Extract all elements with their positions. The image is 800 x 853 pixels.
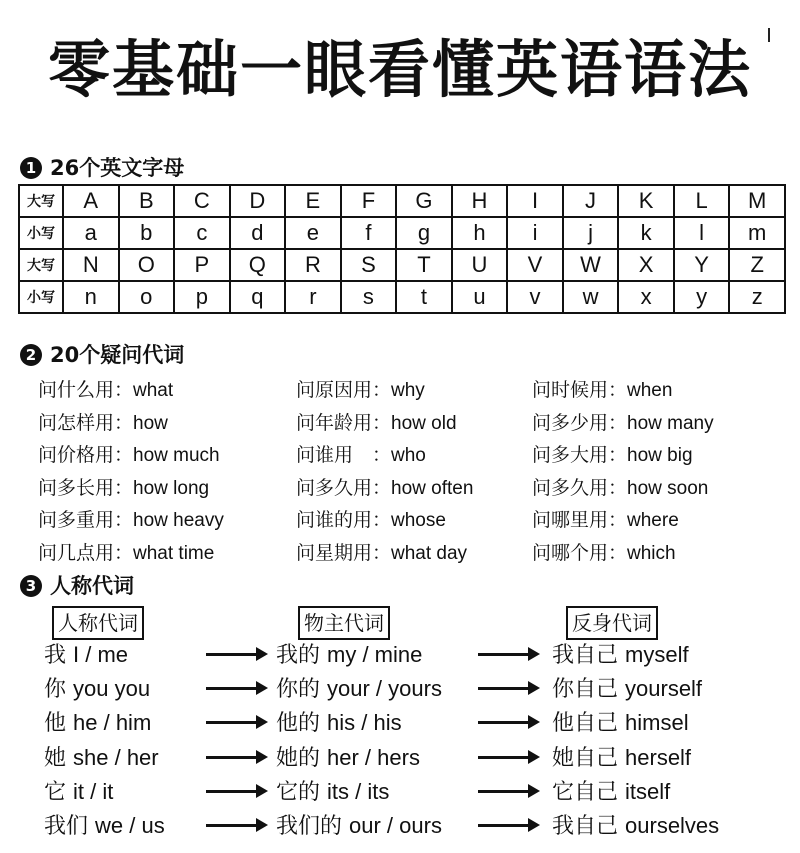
- question-word-item: [38, 539, 214, 567]
- possessive-pronoun-english: its / its: [327, 778, 390, 804]
- question-word-english: how much: [133, 445, 220, 466]
- question-word-chinese: 问多大用：: [532, 444, 628, 466]
- possessive-pronoun: [276, 638, 422, 673]
- reflexive-pronoun-chinese: 我自己: [552, 814, 619, 839]
- reflexive-pronoun: [552, 672, 702, 707]
- letter-cell: s: [341, 281, 397, 313]
- question-word-chinese: 问多少用：: [532, 411, 628, 434]
- header-reflexive-pronoun: 反身代词: [566, 606, 658, 640]
- letter-cell: p: [174, 281, 230, 313]
- question-word-item: [532, 474, 708, 502]
- letter-cell: u: [452, 281, 508, 313]
- personal-pronoun: [44, 638, 128, 673]
- letter-cell: C: [174, 185, 230, 217]
- possessive-pronoun-english: our / ours: [349, 813, 442, 838]
- reflexive-pronoun-english: myself: [625, 642, 689, 667]
- question-word-english: how big: [627, 445, 693, 466]
- section-number-badge: 2: [20, 344, 42, 366]
- letter-cell: f: [341, 217, 397, 249]
- letter-cell: m: [729, 217, 785, 249]
- question-word-english: whose: [391, 510, 446, 531]
- letter-cell: L: [674, 185, 730, 217]
- arrow-right-icon: [206, 721, 258, 724]
- personal-pronoun: [44, 775, 113, 810]
- letter-cell: N: [63, 249, 119, 281]
- reflexive-pronoun: [552, 638, 689, 673]
- letter-cell: y: [674, 281, 730, 313]
- letter-cell: b: [119, 217, 175, 249]
- question-word-english: what: [133, 380, 174, 401]
- possessive-pronoun: [276, 809, 442, 844]
- arrow-right-icon: [206, 824, 258, 827]
- section-number-badge: 3: [20, 575, 42, 597]
- letter-cell: l: [674, 217, 730, 249]
- arrow-right-icon: [478, 756, 530, 759]
- section-label: 20个疑问代词: [50, 343, 185, 367]
- personal-pronoun-english: it / it: [73, 778, 114, 804]
- question-word-item: [532, 539, 676, 567]
- letter-cell: i: [507, 217, 563, 249]
- question-word-english: how old: [391, 412, 457, 434]
- question-word-item: [296, 506, 446, 534]
- question-word-english: where: [627, 510, 679, 531]
- letter-cell: G: [396, 185, 452, 217]
- personal-pronoun: [44, 672, 150, 707]
- personal-pronoun-chinese: 他: [44, 711, 67, 737]
- question-word-item: [532, 376, 672, 404]
- personal-pronoun-english: you you: [73, 676, 151, 702]
- pronoun-row: [0, 638, 800, 672]
- alphabet-table: [18, 184, 786, 314]
- reflexive-pronoun-english: yourself: [625, 676, 703, 702]
- letter-cell: n: [63, 281, 119, 313]
- letter-cell: H: [452, 185, 508, 217]
- letter-cell: J: [563, 185, 619, 217]
- question-word-chinese: 问谁用 ：: [296, 444, 392, 466]
- letter-cell: U: [452, 249, 508, 281]
- personal-pronoun-chinese: 她: [44, 745, 67, 771]
- arrow-right-icon: [478, 653, 530, 656]
- question-word-chinese: 问哪里用：: [532, 509, 628, 531]
- reflexive-pronoun: [552, 706, 689, 741]
- question-word-item: [532, 441, 693, 469]
- arrow-right-icon: [206, 687, 258, 690]
- personal-pronoun: [44, 809, 165, 844]
- reflexive-pronoun-english: herself: [625, 744, 692, 770]
- question-word-chinese: 问哪个用：: [532, 541, 628, 564]
- question-word-english: when: [627, 380, 673, 401]
- question-word-item: [38, 376, 173, 404]
- arrow-right-icon: [478, 824, 530, 827]
- reflexive-pronoun-english: itself: [625, 778, 671, 804]
- letter-cell: B: [119, 185, 175, 217]
- personal-pronoun-chinese: 它: [44, 779, 67, 805]
- question-word-chinese: 问价格用：: [38, 444, 134, 466]
- question-word-english: how often: [391, 477, 474, 499]
- question-word-item: [296, 409, 457, 437]
- letter-cell: S: [341, 249, 397, 281]
- alphabet-row: [19, 217, 785, 249]
- question-word-item: [38, 506, 224, 534]
- letter-cell: k: [618, 217, 674, 249]
- pronoun-row: [0, 741, 800, 775]
- possessive-pronoun: [276, 706, 402, 741]
- letter-cell: R: [285, 249, 341, 281]
- question-word-item: [532, 506, 679, 534]
- personal-pronoun-english: I / me: [73, 642, 129, 667]
- personal-pronoun-chinese: 我们: [44, 814, 89, 839]
- question-word-chinese: 问多久用：: [532, 476, 628, 499]
- question-word-english: what time: [133, 542, 215, 564]
- question-word-chinese: 问怎样用：: [38, 411, 134, 434]
- section-number-badge: 1: [20, 157, 42, 179]
- possessive-pronoun-chinese: 我的: [276, 643, 321, 668]
- reflexive-pronoun-english: ourselves: [625, 813, 720, 838]
- letter-cell: o: [119, 281, 175, 313]
- letter-cell: D: [230, 185, 286, 217]
- question-word-item: [38, 474, 209, 502]
- possessive-pronoun-english: her / hers: [327, 744, 420, 770]
- arrow-right-icon: [478, 687, 530, 690]
- alphabet-row: [19, 281, 785, 313]
- question-word-chinese: 问几点用：: [38, 541, 134, 564]
- letter-cell: h: [452, 217, 508, 249]
- possessive-pronoun: [276, 775, 389, 810]
- letter-cell: X: [618, 249, 674, 281]
- question-word-chinese: 问多久用：: [296, 476, 392, 499]
- question-word-chinese: 问原因用：: [296, 379, 392, 401]
- question-word-english: who: [391, 445, 426, 466]
- reflexive-pronoun-chinese: 它自己: [552, 779, 619, 805]
- section-question-words-heading: [20, 341, 184, 369]
- letter-cell: q: [230, 281, 286, 313]
- letter-cell: w: [563, 281, 619, 313]
- letter-cell: V: [507, 249, 563, 281]
- letter-cell: Q: [230, 249, 286, 281]
- reflexive-pronoun: [552, 775, 670, 810]
- arrow-right-icon: [478, 721, 530, 724]
- letter-cell: K: [618, 185, 674, 217]
- arrow-right-icon: [206, 653, 258, 656]
- question-word-english: which: [627, 542, 676, 564]
- reflexive-pronoun: [552, 741, 691, 776]
- letter-cell: j: [563, 217, 619, 249]
- corner-mark: [768, 28, 770, 42]
- letter-cell: O: [119, 249, 175, 281]
- letter-cell: a: [63, 217, 119, 249]
- letter-cell: E: [285, 185, 341, 217]
- question-word-item: [296, 539, 467, 567]
- letter-cell: v: [507, 281, 563, 313]
- letter-cell: Y: [674, 249, 730, 281]
- letter-cell: t: [396, 281, 452, 313]
- question-word-english: how heavy: [133, 510, 224, 531]
- section-pronouns-heading: [20, 572, 134, 600]
- section-label: 人称代词: [50, 574, 134, 598]
- letter-cell: P: [174, 249, 230, 281]
- possessive-pronoun-chinese: 你的: [276, 677, 321, 703]
- question-word-chinese: 问多长用：: [38, 476, 134, 499]
- reflexive-pronoun: [552, 809, 719, 844]
- alphabet-row: [19, 249, 785, 281]
- page-title: 零基础一眼看懂英语语法: [47, 33, 752, 106]
- possessive-pronoun: [276, 672, 442, 707]
- letter-cell: c: [174, 217, 230, 249]
- letter-cell: I: [507, 185, 563, 217]
- question-word-english: how: [133, 412, 168, 434]
- reflexive-pronoun-chinese: 他自己: [552, 711, 619, 737]
- personal-pronoun: [44, 741, 159, 776]
- alphabet-row-label: 大写: [19, 185, 63, 217]
- reflexive-pronoun-english: himsel: [625, 710, 689, 736]
- arrow-right-icon: [206, 756, 258, 759]
- possessive-pronoun-chinese: 她的: [276, 745, 321, 771]
- question-word-chinese: 问谁的用：: [296, 509, 392, 531]
- pronoun-row: [0, 775, 800, 809]
- question-word-english: how many: [627, 412, 714, 434]
- section-label: 26个英文字母: [50, 156, 185, 180]
- pronoun-row: [0, 706, 800, 740]
- letter-cell: g: [396, 217, 452, 249]
- personal-pronoun-english: we / us: [95, 813, 165, 838]
- possessive-pronoun-chinese: 它的: [276, 779, 321, 805]
- letter-cell: A: [63, 185, 119, 217]
- personal-pronoun: [44, 706, 151, 741]
- letter-cell: Z: [729, 249, 785, 281]
- question-word-chinese: 问时候用：: [532, 379, 628, 401]
- pronoun-row: [0, 672, 800, 706]
- personal-pronoun-english: she / her: [73, 744, 159, 770]
- letter-cell: r: [285, 281, 341, 313]
- question-word-english: how soon: [627, 477, 709, 499]
- personal-pronoun-chinese: 你: [44, 677, 67, 703]
- reflexive-pronoun-chinese: 她自己: [552, 745, 619, 771]
- section-alphabet-heading: [20, 154, 184, 182]
- letter-cell: x: [618, 281, 674, 313]
- letter-cell: d: [230, 217, 286, 249]
- letter-cell: e: [285, 217, 341, 249]
- personal-pronoun-chinese: 我: [44, 643, 67, 668]
- possessive-pronoun-chinese: 他的: [276, 711, 321, 737]
- reflexive-pronoun-chinese: 你自己: [552, 677, 619, 703]
- pronoun-row: [0, 809, 800, 843]
- reflexive-pronoun-chinese: 我自己: [552, 643, 619, 668]
- question-word-chinese: 问多重用：: [38, 509, 134, 531]
- question-word-english: how long: [133, 477, 210, 499]
- possessive-pronoun-english: my / mine: [327, 642, 423, 667]
- question-word-item: [296, 376, 425, 404]
- possessive-pronoun-english: his / his: [327, 710, 402, 736]
- personal-pronoun-english: he / him: [73, 710, 152, 736]
- alphabet-row: [19, 185, 785, 217]
- question-word-english: why: [391, 380, 425, 401]
- arrow-right-icon: [206, 790, 258, 793]
- question-word-item: [38, 441, 220, 469]
- possessive-pronoun-english: your / yours: [327, 676, 442, 702]
- letter-cell: M: [729, 185, 785, 217]
- alphabet-row-label: 大写: [19, 249, 63, 281]
- alphabet-row-label: 小写: [19, 281, 63, 313]
- arrow-right-icon: [478, 790, 530, 793]
- letter-cell: T: [396, 249, 452, 281]
- letter-cell: W: [563, 249, 619, 281]
- question-word-english: what day: [391, 542, 468, 564]
- question-word-item: [296, 441, 426, 469]
- question-word-chinese: 问什么用：: [38, 379, 134, 401]
- alphabet-row-label: 小写: [19, 217, 63, 249]
- question-word-chinese: 问年龄用：: [296, 411, 392, 434]
- possessive-pronoun-chinese: 我们的: [276, 814, 343, 839]
- possessive-pronoun: [276, 741, 420, 776]
- question-word-item: [296, 474, 473, 502]
- letter-cell: F: [341, 185, 397, 217]
- question-word-item: [38, 409, 168, 437]
- letter-cell: z: [729, 281, 785, 313]
- question-word-item: [532, 409, 714, 437]
- question-word-chinese: 问星期用：: [296, 541, 392, 564]
- header-possessive-pronoun: 物主代词: [298, 606, 390, 640]
- header-personal-pronoun: 人称代词: [52, 606, 144, 640]
